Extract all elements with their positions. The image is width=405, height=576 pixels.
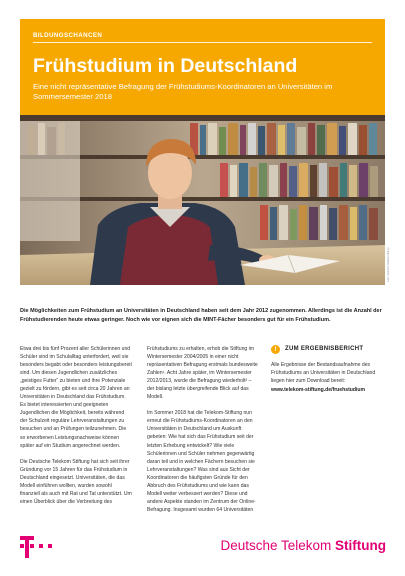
- kicker-divider: [33, 42, 372, 43]
- exclamation-icon: !: [271, 345, 280, 354]
- section-kicker: BILDUNGSCHANCEN: [33, 32, 103, 39]
- report-heading: ZUM ERGEBNISBERICHT: [285, 346, 364, 353]
- report-heading-row: [271, 345, 389, 354]
- brand-regular: Deutsche Telekom: [220, 538, 336, 553]
- brand-bold: Stiftung: [335, 538, 386, 553]
- brand-wordmark: [220, 538, 386, 553]
- telekom-t-icon: [20, 536, 80, 560]
- report-sidebar: [271, 345, 389, 394]
- intro-paragraph: Die Möglichkeiten zum Frühstudium an Universitäten in Deutschland haben seit dem Jahr 2012 zugenommen. Allerdings ist die Anzahl der Frühstudierenden heute etwas geringer. Noch wie vor eignen sich die MINT-Fächer besonders gut für ein Frühstudium.: [20, 308, 382, 323]
- body-paragraph: Etwa drei bis fünf Prozent aller Schülerinnen und Schüler sind im Schulalltag unterfordert, weil sie besonders begabt oder besonders leistungsbereit sind. Um diesen Jugendlichen zusätzliches „geistiges Futter“ zu bieten und ihre Potenziale gezielt zu fördern, gibt es seit circa 20 Jahren an Universitäten in Deutschland das Frühstudium. Es bietet interessierten und geeigneten Jugendlichen die Möglichkeit, bereits während der Schulzeit reguläre Lehrveranstaltungen zu besuchen und an Prüfungen teilzunehmen. Die so erworbenen Leistungsnachweise können später auf ein Studium angerechnet werden.: [20, 346, 132, 449]
- page-title: Frühstudium in Deutschland: [33, 55, 298, 77]
- report-description: Alle Ergebnisse der Bestandsaufnahme des Frühstudiums an Universitäten in Deutschland liegen hier zum Download bereit:: [271, 362, 376, 384]
- body-paragraph: Frühstudiums zu erhalten, erhob die Stiftung im Wintersemester 2004/2005 in einer nicht repräsentativen Befragung erstmals bundesweite Zahlen¹. Acht Jahre später, im Wintersemester 2012/2013, wurde die Befragung wiederholt² – der bislang letzte übergreifende Blick auf das Modell.: [147, 346, 258, 401]
- photo-credit: Foto: Deutsche Telekom Stiftung: [387, 247, 390, 282]
- body-paragraph: Im Sommer 2018 hat die Telekom-Stiftung nun erneut die Frühstudiums-Koordinatoren an den Universitäten in Deutschland um Auskunft gebeten: Wie hat sich das Frühstudium seit der letzten Erhebung entwickelt? Wie viele Schülerinnen und Schüler nehmen gegenwärtig daran teil und in welchen Fächern besuchen sie Lehrveranstaltungen? Was sind aus Sicht der Koordinatoren die häufigsten Gründe für den Abbruch des Frühstudiums und wie kann das Modell weiter verbessert werden? Diese und andere Aspekte standen im Zentrum der Online-Befragung. Insgesamt wurden 64 Universitäten: [147, 410, 256, 513]
- text-column-1: [20, 345, 132, 514]
- body-paragraph: Die Deutsche Telekom Stiftung hat sich seit ihrer Gründung vor 15 Jahren für das Frühstudium in Deutschland eingesetzt. Universitäten, die das Modell einführen wollten, wurden sowohl finanziell als auch mit Rat und Tat unterstützt. Um einen Überblick über die Verbreitung des: [20, 458, 132, 505]
- header-banner: [20, 19, 385, 115]
- telekom-t-logo: [20, 536, 80, 560]
- text-column-2: [147, 345, 259, 522]
- report-download-link[interactable]: www.telekom-stiftung.de/fruehstudium: [271, 387, 366, 393]
- student-library-photo: [20, 115, 385, 285]
- page-subtitle: Eine nicht repräsentative Befragung der Frühstudiums-Koordinatoren an Universitäten im Sommersemester 2018: [33, 82, 333, 101]
